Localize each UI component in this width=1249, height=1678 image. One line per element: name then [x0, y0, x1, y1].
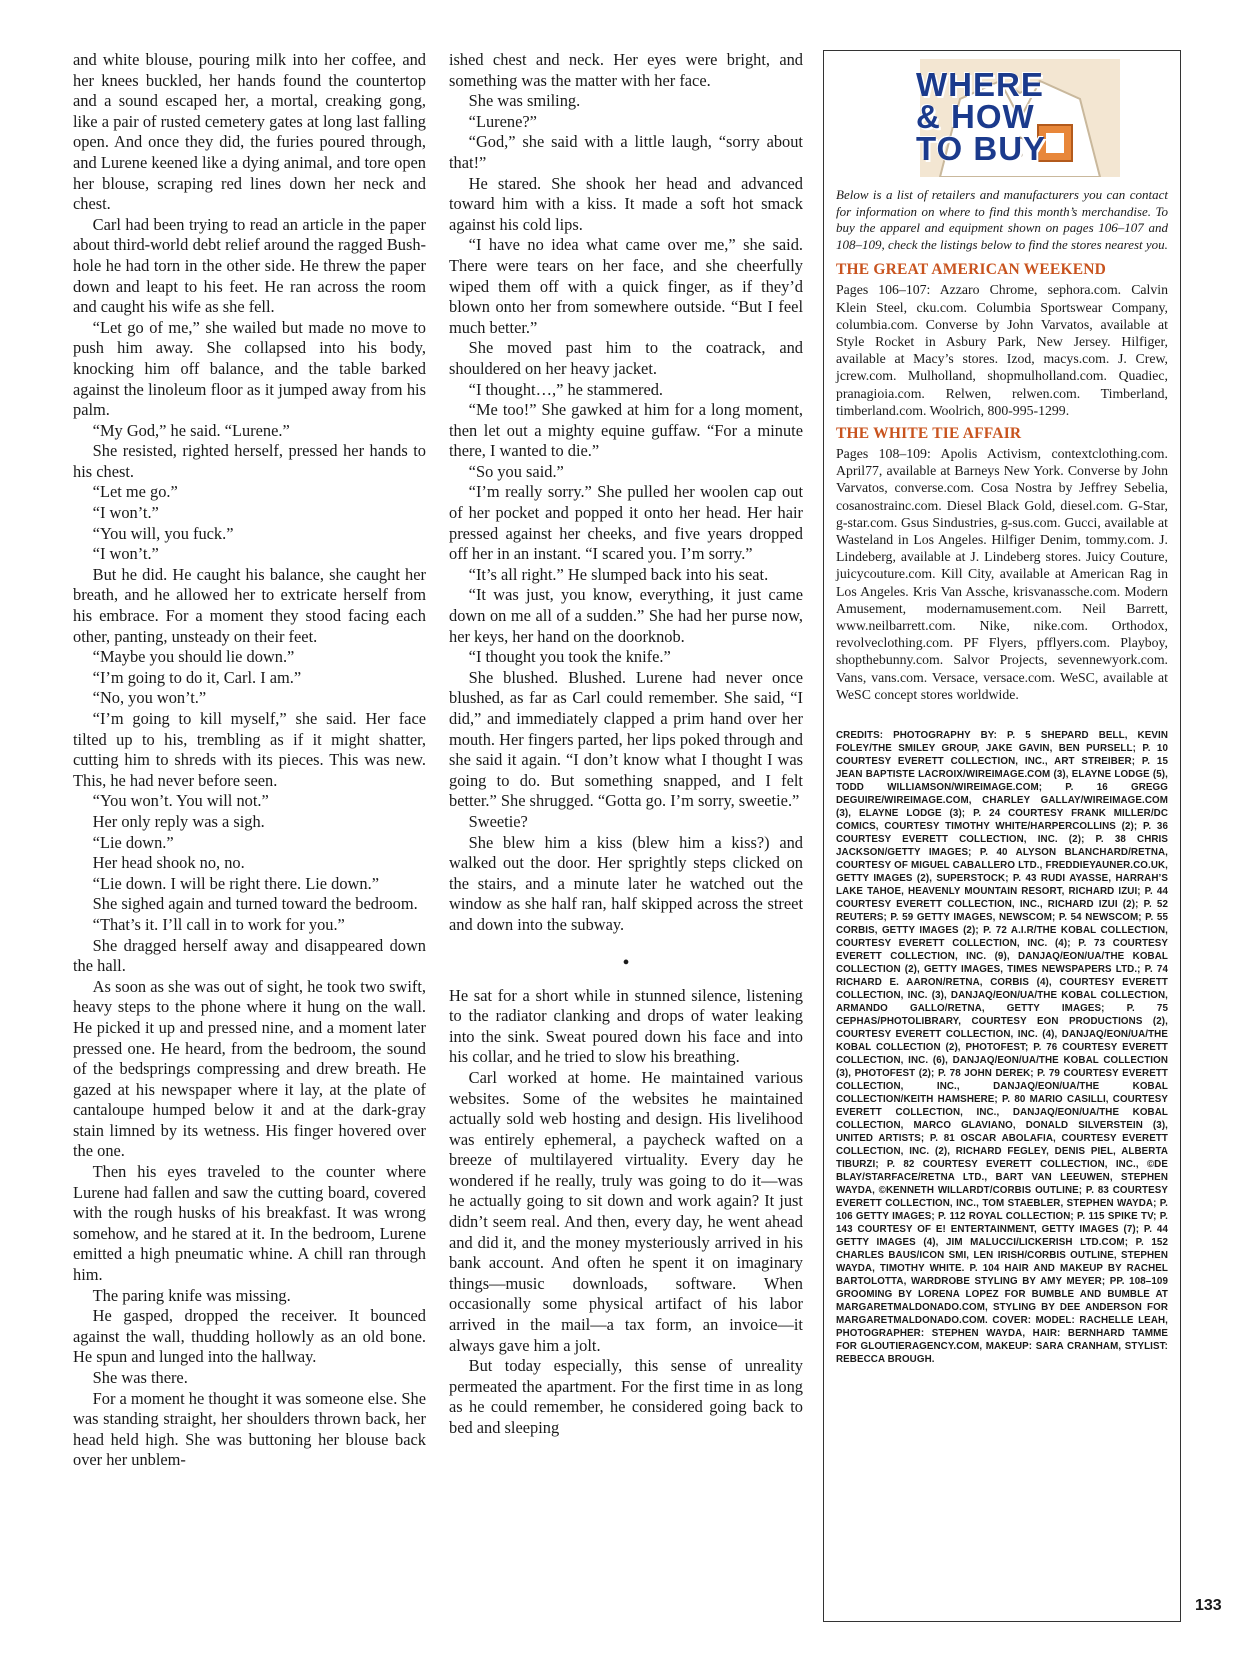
sidebar-intro: Below is a list of retailers and manufacturers you can contact for information on where to find this month’s merchandise. To buy the apparel and equipment shown on pages 106–107 and 108–109, check the listings below to find the stores nearest you. [836, 187, 1168, 252]
story-paragraph: For a moment he thought it was someone else. She was standing straight, her shoulders thrown back, her head held high. She was buttoning her blouse back over her unblem- [73, 1388, 426, 1470]
story-paragraph: He sat for a short while in stunned silence, listening to the radiator clanking and drops of water leaking into the sink. Sweat poured down his face and into his collar, and he tried to slow his breathing. [449, 985, 803, 1067]
story-paragraph: “I’m going to kill myself,” she said. Her face tilted up to his, trembling as if it might shatter, cutting him to shreds with its pieces. This was new. This, he had never before seen. [73, 709, 426, 790]
story-paragraph: She blew him a kiss (blew him a kiss?) and walked out the door. Her sprightly steps clicked on the stairs, and a minute later he watched out the window as she half ran, half skipped across the street and down into the subway. [449, 832, 803, 934]
story-paragraph: “Me too!” She gawked at him for a long moment, then let out a mighty equine guffaw. “For a minute there, I wanted to die.” [449, 400, 803, 461]
where-to-buy-sidebar [823, 50, 1181, 1622]
story-paragraph: She was there. [92, 1368, 188, 1387]
story-paragraph: She moved past him to the coatrack, and shouldered on her heavy jacket. [449, 338, 803, 378]
story-paragraph: “You won’t. You will not.” [92, 791, 269, 811]
story-paragraph: “That’s it. I’ll call in to work for you.” [92, 914, 345, 934]
story-paragraph: But he did. He caught his balance, she caught her breath, and he allowed her to extricate herself from his embrace. For a moment they stood facing each other, panting, unsteady on their feet. [73, 564, 426, 646]
story-paragraph: As soon as she was out of sight, he took two swift, heavy steps to the phone where it hung on the wall. He picked it up and pressed nine, and a moment later pressed one. He heard, from the bedroom, the sound of the bedsprings compressing and drew breath. He gazed at his newspaper where it lay, at the plate of cantaloupe humped below it and at the dark-gray stain limned by its wetness. His finger hovered over the one. [73, 976, 426, 1161]
story-paragraph: “I have no idea what came over me,” she said. There were tears on her face, and she cheerfully wiped them off with a quick finger, as if they’d blown onto her from somewhere outside. “But I feel much better.” [449, 235, 803, 337]
listing-great-american-weekend: Pages 106–107: Azzaro Chrome, sephora.com. Calvin Klein Steel, cku.com. Columbia Sportswear Company, columbia.com. Converse by John Varvatos, available at Style Rocket in Asbury Park, New Jersey. Hilfiger, available at Macy’s stores. Izod, macys.com. J. Crew, jcrew.com. Mulholland, shopmulholland.com. Quadiec, pranagioia.com. Relwen, relwen.com. Timberland, timberland.com. Woolrich, 800-995-1299. [836, 282, 1168, 418]
story-paragraph: “I’m going to do it, Carl. I am.” [92, 667, 302, 687]
listing-white-tie-affair: Pages 108–109: Apolis Activism, contextclothing.com. April77, available at Barneys New York. Converse by John Varvatos, converse.com. Cosa Nostra by Jeffrey Sebelia, cosanostrainc.com. Diesel Black Gold, diesel.com. G-Star, g-star.com. Gsus Sindustries, g-sus.com. Gucci, available at Wasteland in Los Angeles. Hilfiger Denim, tommy.com. J. Lindeberg, available at J. Lindeberg stores. Juicy Couture, juicycouture.com. Kill City, available at American Rag in Los Angeles. Kris Van Assche, krisvanassche.com. Modern Amusement, modernamusement.com. Neil Barrett, www.neilbarrett.com. Nike, nike.com. Orthodox, revolveclothing.com. PF Flyers, pfflyers.com. Playboy, shopthebunny.com. Salvor Projects, sevennewyork.com. Vans, vans.com. Versace, versace.com. WeSC, available at WeSC concept stores worldwide. [836, 446, 1168, 702]
story-column-1 [73, 50, 426, 1471]
story-paragraph: “My God,” he said. “Lurene.” [92, 420, 290, 440]
photo-credits: CREDITS: PHOTOGRAPHY BY: P. 5 SHEPARD BELL, KEVIN FOLEY/THE SMILEY GROUP, JAKE GAVIN, BEN PURSELL; P. 10 COURTESY EVERETT COLLECTION, INC., ART STREIBER; P. 15 JEAN BAPTISTE LACROIX/WIREIMAGE.COM (3), ELAYNE LODGE (5), TODD WILLIAMSON/WIREIMAGE.COM; P. 16 GREGG DEGUIRE/WIREIMAGE.COM, CHARLEY GALLAY/WIREIMAGE.COM (3), ELAYNE LODGE (3); P. 24 COURTESY FRANK MILLER/DC COMICS, COURTESY TIMOTHY WHITE/HARPERCOLLINS (2); P. 36 COURTESY EVERETT COLLECTION, INC. (2); P. 38 CHRIS JACKSON/GETTY IMAGES; P. 40 ALYSON BLANCHARD/RETNA, COURTESY OF MIGUEL CABALLERO LTD., FREDDIEYAUNER.CO.UK, GETTY IMAGES (2), SUPERSTOCK; P. 43 RUDI AYASSE, HARRAH’S LAKE TAHOE, HEAVENLY MOUNTAIN RESORT, RICHARD IZUI; P. 44 COURTESY EVERETT COLLECTION, INC., RICHARD IZUI (2); P. 52 REUTERS; P. 59 GETTY IMAGES, NEWSCOM; P. 54 NEWSCOM; P. 55 CORBIS, GETTY IMAGES (2); P. 72 A.I.R/THE KOBAL COLLECTION, COURTESY EVERETT COLLECTION, INC. (4); P. 73 COURTESY EVERETT COLLECTION, INC. (9), DANJAQ/EON/UA/THE KOBAL COLLECTION (2), GETTY IMAGES, TIMES NEWSPAPERS LTD.; P. 74 RICHARD E. AARON/RETNA, CORBIS (4), COURTESY EVERETT COLLECTION, INC. (3), DANJAQ/EON/UA/THE KOBAL COLLECTION, ARMANDO GALLO/RETNA, GETTY IMAGES; P. 75 CEPHAS/PHOTOLIBRARY, COURTESY EON PRODUCTIONS (2), COURTESY EVERETT COLLECTION, INC. (4), DANJAQ/EON/UA/THE KOBAL COLLECTION (2), PHOTOFEST; P. 76 COURTESY EVERETT COLLECTION, INC. (6), DANJAQ/EON/UA/THE KOBAL COLLECTION (3), PHOTOFEST (2); P. 78 JOHN DEREK; P. 79 COURTESY EVERETT COLLECTION, INC., DANJAQ/EON/UA/THE KOBAL COLLECTION/KEITH HAMSHERE; P. 80 MARIO CASILLI, COURTESY EVERETT COLLECTION, INC., DANJAQ/EON/UA/THE KOBAL COLLECTION, MARCO GLAVIANO, DONALD SILVERSTEIN (3), UNITED ARTISTS; P. 81 OSCAR ABOLAFIA, COURTESY EVERETT COLLECTION, INC. (2), RICHARD FEGLEY, DENIS PIEL, ALBERTA TIBURZI; P. 82 COURTESY EVERETT COLLECTION, INC., ©DE BLAY/STARFACE/RETNA LTD., BART VAN LEEUWEN, STEPHEN WAYDA, ©KENNETH WILLARDT/CORBIS OUTLINE; P. 83 COURTESY EVERETT COLLECTION, INC., TOM STAEBLER, STEPHEN WAYDA; P. 106 GETTY IMAGES; P. 112 ROYAL COLLECTION; P. 115 SPIKE TV; P. 143 COURTESY OF E! ENTERTAINMENT, GETTY IMAGES (7); P. 44 GETTY IMAGES (4), JIM MALUCCI/LICKERISH LTD.COM; P. 152 CHARLES BAUS/ICON SMI, LEN IRISH/CORBIS OUTLINE, STEPHEN WAYDA, TIMOTHY WHITE. P. 104 HAIR AND MAKEUP BY RACHEL BARTOLOTTA, WARDROBE STYLING BY AMY MEYER; PP. 108–109 GROOMING BY LORENA LOPEZ FOR BUMBLE AND BUMBLE AT MARGARETMALDONADO.COM, STYLING BY DEE ANDERSON FOR MARGARETMALDONADO.COM. COVER: MODEL: RACHELLE LEAH, PHOTOGRAPHER: STEPHEN WAYDA, HAIR: BERNHARD TAMME FOR GLOUTIERAGENCY.COM, MAKEUP: SARA CRANHAM, STYLIST: REBECCA BROUGH. [836, 730, 1168, 1366]
story-paragraph: She blushed. Blushed. Lurene had never once blushed, as far as Carl could remember. She said, “I did,” and immediately clapped a prim hand over her mouth. Her fingers parted, her lips poked through and she said it again. “I don’t know what I thought I was going to do. But something snapped, and I felt better.” She shrugged. “Gotta go. I’m sorry, sweetie.” [449, 667, 803, 811]
story-paragraph: “I thought you took the knife.” [468, 647, 671, 667]
logo-line: & HOW [916, 98, 1035, 135]
story-paragraph: She resisted, righted herself, pressed her hands to his chest. [73, 441, 426, 481]
story-paragraph: But today especially, this sense of unreality permeated the apartment. For the first time in as long as he could remember, he considered going back to bed and sleeping [449, 1356, 803, 1437]
story-paragraph: “Lurene?” [468, 111, 537, 131]
story-paragraph: “I thought…,” he stammered. [468, 379, 664, 399]
story-paragraph: She dragged herself away and disappeared down the hall. [73, 935, 426, 976]
story-paragraph: ished chest and neck. Her eyes were bright, and something was the matter with her face. [449, 50, 803, 90]
story-paragraph: “You will, you fuck.” [92, 523, 234, 543]
page-number: 133 [1195, 1597, 1222, 1614]
story-paragraph: “Lie down. I will be right there. Lie down.” [92, 873, 379, 893]
story-column-2-bottom [449, 986, 803, 1439]
story-column-2 [449, 50, 803, 1439]
section-break: • [622, 951, 630, 974]
story-paragraph: “Let go of me,” she wailed but made no move to push him away. She collapsed into his body, knocking him off balance, and the table barked against the linoleum floor as it jumped away from his palm. [73, 317, 426, 420]
logo-line: TO BUY [916, 130, 1047, 167]
story-paragraph: “I’m really sorry.” She pulled her woolen cap out of her pocket and popped it onto her head. Her hair pressed against her cheeks, and five years dropped off her in an instant. “I scared you. I’m sorry.” [449, 482, 803, 564]
story-paragraph: “So you said.” [468, 461, 564, 481]
section-heading-white-tie-affair: THE WHITE TIE AFFAIR [836, 425, 1022, 442]
where-how-to-buy-logo [836, 59, 1168, 181]
story-paragraph: Carl worked at home. He maintained various websites. Some of the websites he maintained actually sold web hosting and design. His livelihood was entirely ephemeral, a paycheck wafted on a breeze of multilayered virtuality. Every day he wondered if he really, truly was going to do it—was he actually going to sit down and work again? It just didn’t seem real. And then, every day, he went ahead and did it, and the money mysteriously arrived in his bank account. And often he spent it on imaginary things—music downloads, software. When occasionally some physical artifact of his labor arrived in the mail—a tax form, an invoice—it always gave him a jolt. [449, 1067, 803, 1355]
section-heading-great-american-weekend: THE GREAT AMERICAN WEEKEND [836, 261, 1107, 279]
story-paragraph: Her only reply was a sigh. [92, 811, 265, 831]
story-paragraph: “Let me go.” [92, 482, 178, 502]
logo-text [916, 66, 1136, 167]
story-paragraph: “Maybe you should lie down.” [92, 647, 295, 667]
story-paragraph: He stared. She shook her head and advanced toward him with a kiss. It made a soft hot smack against his cold lips. [449, 173, 803, 234]
story-column-2-top [449, 50, 803, 936]
story-paragraph: Sweetie? [468, 811, 528, 831]
story-paragraph: “No, you won’t.” [92, 688, 207, 708]
story-paragraph: Her head shook no, no. [92, 853, 245, 873]
story-paragraph: “God,” she said with a little laugh, “sorry about that!” [449, 132, 803, 172]
story-paragraph: The paring knife was missing. [92, 1285, 291, 1305]
story-paragraph: She sighed again and turned toward the bedroom. [92, 894, 418, 914]
story-paragraph: He gasped, dropped the receiver. It bounced against the wall, thudding hollowly as an old bone. He spun and lunged into the hallway. [73, 1306, 426, 1367]
story-paragraph: “I won’t.” [92, 503, 159, 523]
story-paragraph: Carl had been trying to read an article in the paper about third-world debt relief around the ragged Bush-hole he had torn in the other side. He threw the paper down and leapt to his feet. He ran across the room and caught his wife as she fell. [73, 214, 426, 317]
story-paragraph: and white blouse, pouring milk into her coffee, and her knees buckled, her hands found the countertop and a sound escaped her, a mortal, creaking gong, like a pair of rusted cemetery gates at long last falling open. And once they did, the furies poured through, and Lurene keened like a dying animal, and tore open her blouse, scraping red lines down her neck and chest. [73, 50, 426, 214]
story-paragraph: “It was just, you know, everything, it just came down on me all of a sudden.” She had her purse now, her keys, her hand on the doorknob. [449, 585, 803, 646]
story-paragraph: “It’s all right.” He slumped back into his seat. [468, 564, 769, 584]
logo-line: WHERE [916, 66, 1044, 103]
story-paragraph: “Lie down.” [92, 832, 174, 852]
story-paragraph: “I won’t.” [92, 544, 159, 564]
story-paragraph: She was smiling. [468, 91, 581, 111]
story-paragraph: Then his eyes traveled to the counter where Lurene had fallen and saw the cutting board, covered with the rough husks of his breakfast. It was wrong somehow, and he stared at it. In the bedroom, Lurene emitted a high pneumatic whine. A chill ran through him. [73, 1162, 426, 1285]
